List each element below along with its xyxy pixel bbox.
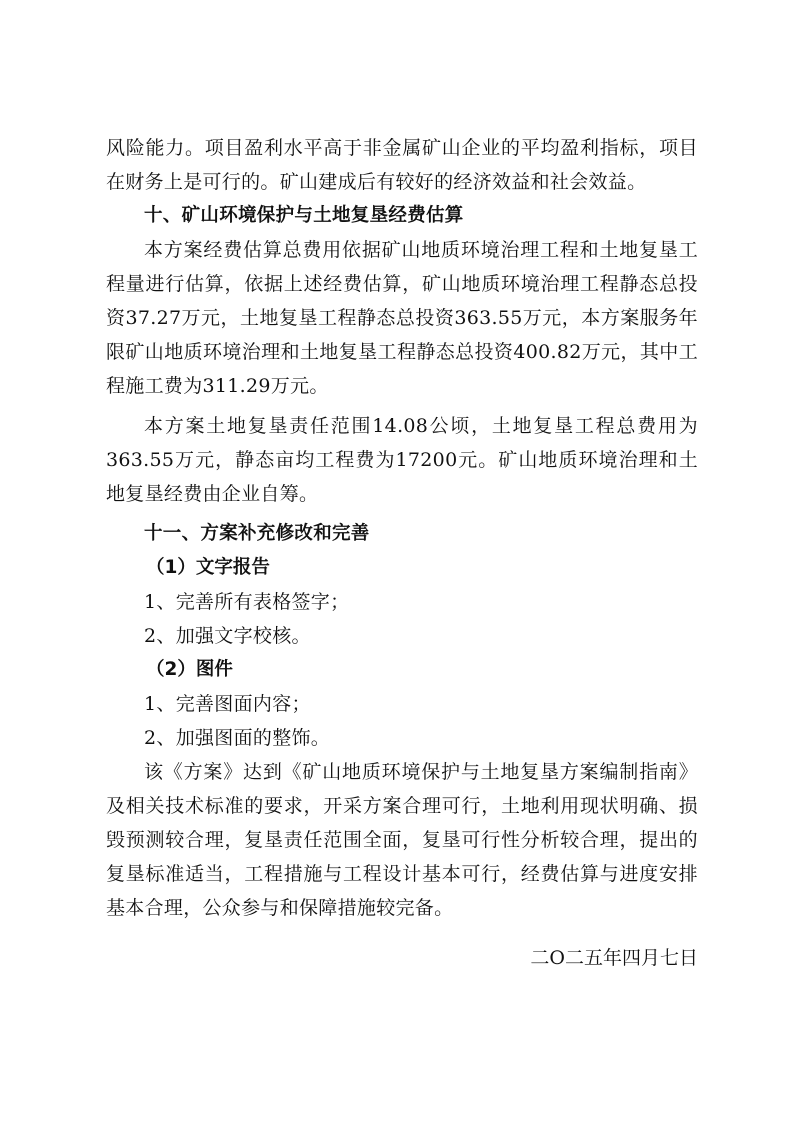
list-item: 1、完善所有表格签字； bbox=[144, 591, 350, 613]
section-heading-10: 十、矿山环境保护与土地复垦经费估算 bbox=[144, 205, 464, 226]
list-item: 1、完善图面内容； bbox=[144, 693, 311, 715]
paragraph-continuation: 风险能力。项目盈利水平高于非金属矿山企业的平均盈利指标，项目在财务上是可行的。矿山建成后有较好的经济效益和社会效益。 bbox=[106, 137, 698, 193]
paragraph-conclusion: 该《方案》达到《矿山地质环境保护与土地复垦方案编制指南》及相关技术标准的要求，开采方案合理可行，土地利用现状明确、损毁预测较合理，复垦责任范围全面，复垦可行性分析较合理，提出的复垦标准适当，工程措施与工程设计基本可行，经费估算与进度安排基本合理，公众参与和保障措施较完备。 bbox=[106, 761, 698, 919]
subsection-heading-drawings: （2）图件 bbox=[146, 659, 233, 680]
list-item: 2、加强图面的整饰。 bbox=[144, 727, 331, 749]
paragraph-reclamation-scope: 本方案土地复垦责任范围14.08公顷，土地复垦工程总费用为363.55万元，静态亩均工程费为17200元。矿山地质环境治理和土地复垦经费由企业自筹。 bbox=[106, 415, 698, 505]
subsection-heading-text-report: （1）文字报告 bbox=[146, 557, 270, 578]
paragraph-cost-estimate: 本方案经费估算总费用依据矿山地质环境治理工程和土地复垦工程量进行估算，依据上述经费估算，矿山地质环境治理工程静态总投资37.27万元，土地复垦工程静态总投资363.55万元，本方案服务年限矿山地质环境治理和土地复垦工程静态总投资400.82万元，其中工程施工费为311.29万元。 bbox=[106, 239, 698, 397]
document-body bbox=[106, 131, 698, 975]
list-item: 2、加强文字校核。 bbox=[144, 625, 311, 647]
document-date: 二O二五年四月七日 bbox=[530, 947, 698, 969]
section-heading-11: 十一、方案补充修改和完善 bbox=[144, 523, 370, 544]
